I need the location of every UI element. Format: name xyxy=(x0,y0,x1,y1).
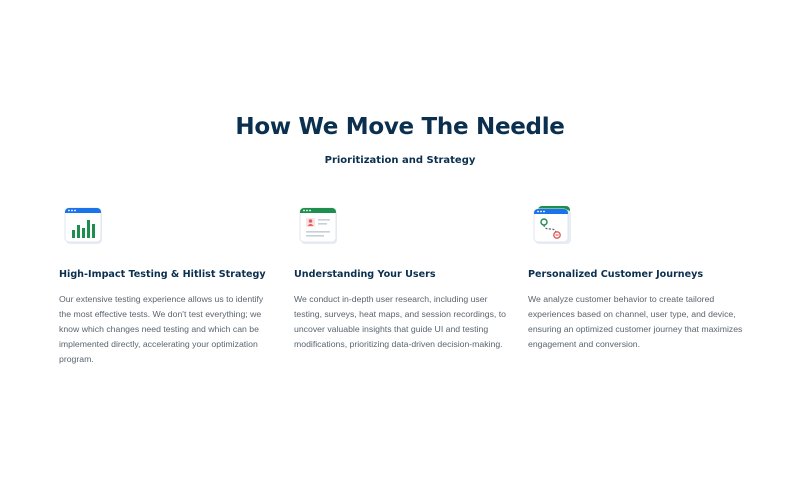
feature-description: We analyze customer behavior to create tailored experiences based on channel, user type, and device, ensuring an optimized customer journey that maximizes engagement and conversion. xyxy=(528,294,743,349)
user-research-browser-icon xyxy=(298,206,340,246)
bar-chart-browser-icon xyxy=(63,206,105,246)
feature-title: Personalized Customer Journeys xyxy=(528,269,704,280)
section-title: How We Move The Needle xyxy=(235,114,565,140)
section-subtitle: Prioritization and Strategy xyxy=(324,155,476,166)
feature-description: Our extensive testing experience allows us to identify the most effective tests. We don't test everything; we know which changes need testing and which can be implemented directly, accelerating your optimization program. xyxy=(59,294,264,364)
feature-title: High-Impact Testing & Hitlist Strategy xyxy=(59,269,266,280)
customer-journey-browser-icon xyxy=(532,206,574,246)
feature-description: We conduct in-depth user research, including user testing, surveys, heat maps, and session recordings, to uncover valuable insights that guide UI and testing modifications, prioritizing data-driven decision-making. xyxy=(294,294,506,349)
feature-title: Understanding Your Users xyxy=(294,269,436,280)
